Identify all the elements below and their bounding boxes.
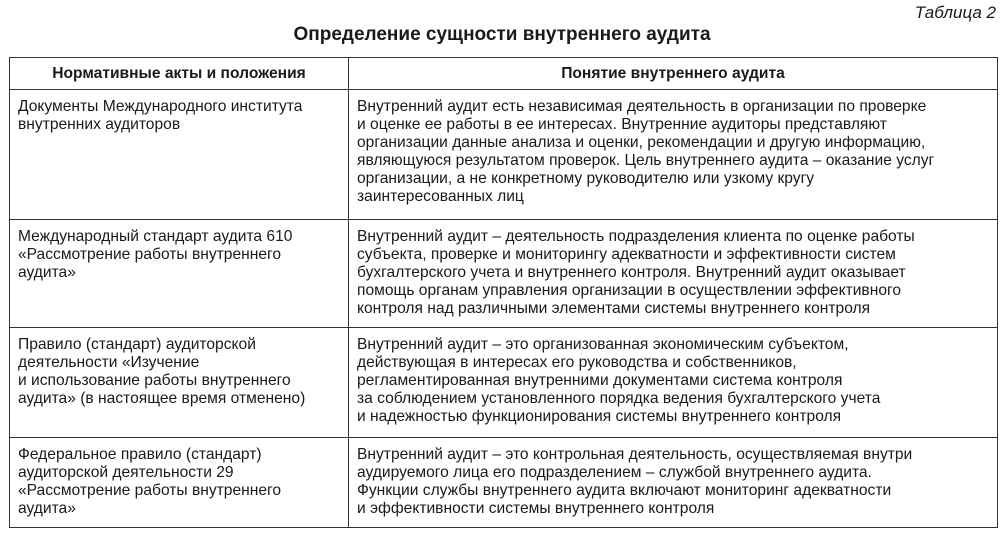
definitions-table (9, 57, 998, 528)
column-header-concept: Понятие внутреннего аудита (349, 58, 998, 90)
definition-cell: Внутренний аудит – деятельность подразделения клиента по оценке работы субъекта, проверке и мониторингу адекватности и эффективности систем бухгалтерского учета и внутреннего контроля. Внутренний аудит оказывает помощь органам управления организации в осуществлении эффективного контроля над различными элементами системы внутреннего контроля (349, 220, 998, 328)
table-row (10, 90, 998, 220)
act-cell: Международный стандарт аудита 610 «Рассмотрение работы внутреннего аудита» (10, 220, 349, 328)
definition-cell: Внутренний аудит – это организованная экономическим субъектом, действующая в интересах его руководства и собственников, регламентированная внутренними документами система контроля за соблюдением установленного порядка ведения бухгалтерского учета и надежностью функционирования системы внутреннего контроля (349, 328, 998, 438)
column-header-acts: Нормативные акты и положения (10, 58, 349, 90)
definition-cell: Внутренний аудит есть независимая деятельность в организации по проверке и оценке ее работы в ее интересах. Внутренние аудиторы представляют организации данные анализа и оценки, рекомендации и другую информацию, являющуюся результатом проверок. Цель внутреннего аудита – оказание услуг организации, а не конкретному руководителю или узкому кругу заинтересованных лиц (349, 90, 998, 220)
table-row (10, 328, 998, 438)
table-row (10, 438, 998, 528)
table-title: Определение сущности внутреннего аудита (293, 24, 711, 45)
table-row (10, 220, 998, 328)
table-number: Таблица 2 (914, 3, 996, 22)
table-header-row (10, 58, 998, 90)
act-cell: Документы Международного института внутренних аудиторов (10, 90, 349, 220)
act-cell: Правило (стандарт) аудиторской деятельности «Изучение и использование работы внутреннего аудита» (в настоящее время отменено) (10, 328, 349, 438)
definition-cell: Внутренний аудит – это контрольная деятельность, осуществляемая внутри аудируемого лица его подразделением – службой внутреннего аудита. Функции службы внутреннего аудита включают мониторинг адекватности и эффективности системы внутреннего контроля (349, 438, 998, 528)
act-cell: Федеральное правило (стандарт) аудиторской деятельности 29 «Рассмотрение работы внутреннего аудита» (10, 438, 349, 528)
